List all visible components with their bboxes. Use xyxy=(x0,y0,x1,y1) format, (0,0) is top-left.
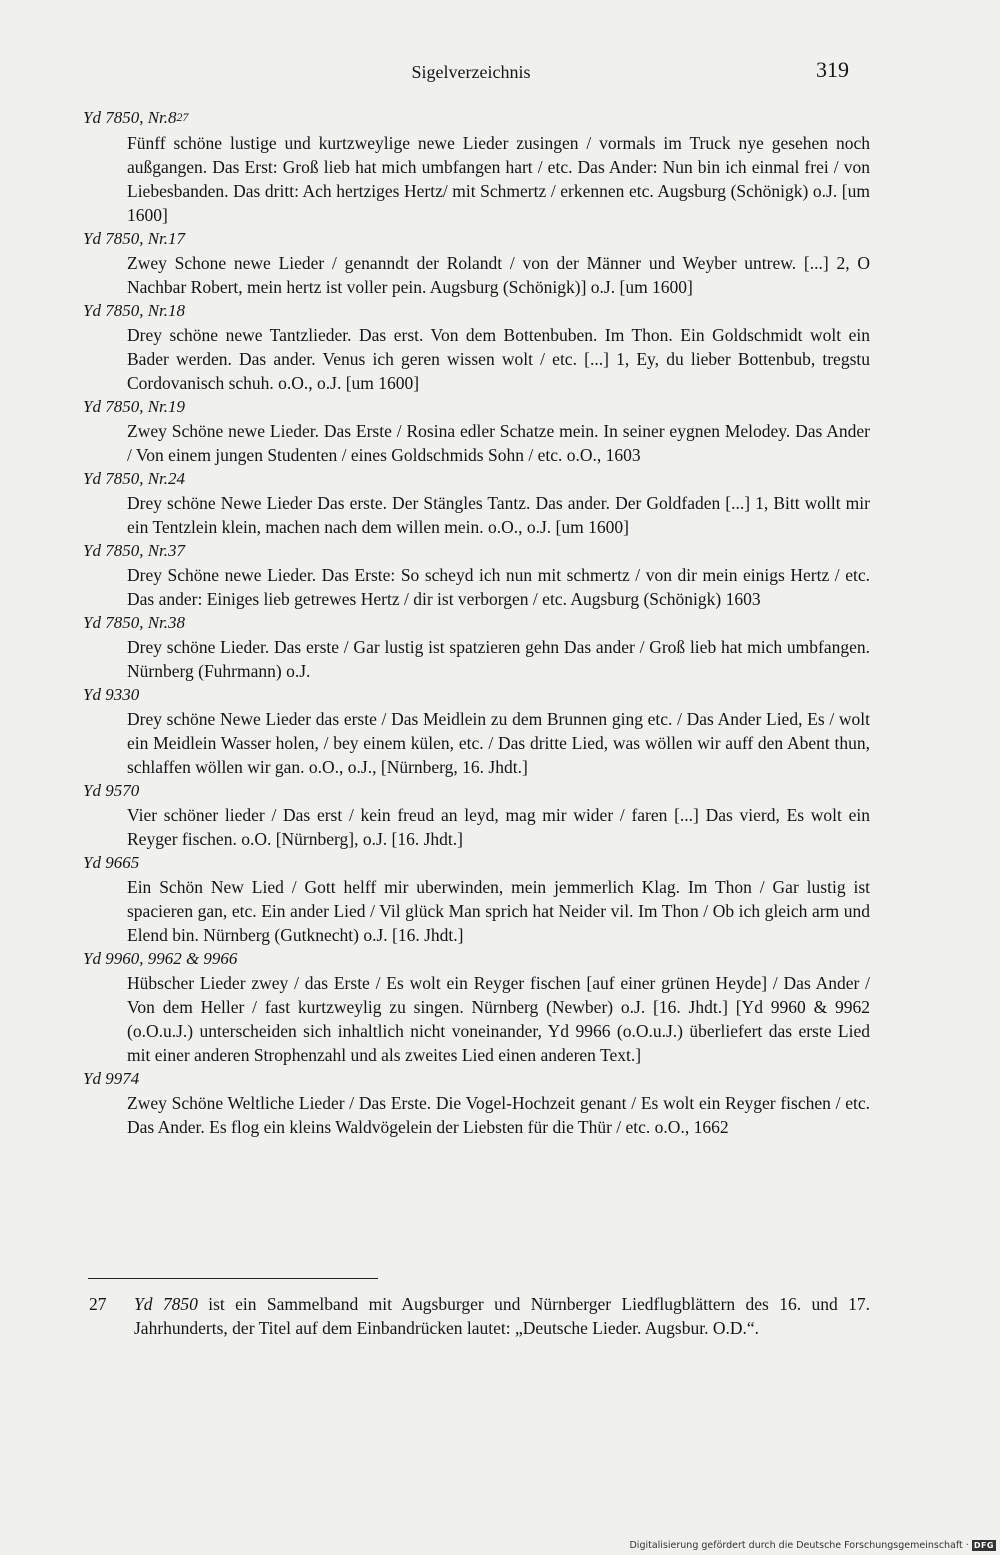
entry-description: Drey Schöne newe Lieder. Das Erste: So scheyd ich nun mit schmertz / von dir mein einigs Hertz / etc. Das ander: Einiges lieb getrewes Hertz / dir ist verborgen / etc. Augsburg (Schönigk) 1603 xyxy=(127,565,870,609)
siglum: Yd 9974 xyxy=(83,1069,140,1088)
footnote-siglum: Yd 7850 xyxy=(134,1294,198,1314)
siglum: Yd 7850, Nr.17 xyxy=(83,229,186,248)
list-item xyxy=(80,467,870,539)
footnote-ref[interactable]: 27 xyxy=(176,110,189,124)
list-item xyxy=(80,299,870,395)
siglum: Yd 7850, Nr.18 xyxy=(83,301,186,320)
siglum: Yd 7850, Nr.19 xyxy=(83,397,186,416)
siglum: Yd 9960, 9962 & 9966 xyxy=(83,949,238,968)
list-item xyxy=(80,1067,870,1139)
footnote xyxy=(89,1292,870,1340)
footnote-body: ist ein Sammelband mit Augsburger und Nürnberger Liedflugblättern des 16. und 17. Jahrhunderts, der Titel auf dem Einbandrücken lautet: „Deutsche Lieder. Augsbur. O.D.“. xyxy=(134,1294,871,1338)
footnote-text xyxy=(134,1292,870,1340)
entry-description: Hübscher Lieder zwey / das Erste / Es wolt ein Reyger fischen [auf einer grünen Heyde] / Das Ander / Von dem Heller / fast kurtzweylig zu singen. Nürnberg (Newber) o.J. [16. Jhdt.] [Yd 9960 & 9962 (o.O.u.J.) unterscheiden sich inhaltlich nicht voneinander, Yd 9966 (o.O.u.J.) überliefert das erste Lied mit einer anderen Strophenzahl und als zweites Lied einen anderen Text.] xyxy=(127,973,870,1065)
siglum: Yd 7850, Nr.37 xyxy=(83,541,186,560)
entry-description: Drey schöne newe Tantzlieder. Das erst. Von dem Bottenbuben. Im Thon. Ein Goldschmidt wolt ein Bader werden. Das ander. Venus ich geren wissen wolt / etc. [...] 1, Ey, du lieber Bottenbub, tregstu Cordovanisch schuh. o.O., o.J. [um 1600] xyxy=(127,325,870,393)
siglum-list xyxy=(80,106,870,1139)
digitization-credit xyxy=(629,1540,996,1551)
siglum: Yd 9665 xyxy=(83,853,140,872)
footnote-divider xyxy=(88,1278,378,1279)
entry-description: Fünff schöne lustige und kurtzweylige newe Lieder zusingen / vormals im Truck nye gesehen noch außgangen. Das Erst: Groß lieb hat mich umbfangen hart / etc. Das Ander: Nun bin ich einmal frei / von Liebesbanden. Das dritt: Ach hertziges Hertz/ mit Schmertz / erkennen etc. Augsburg (Schönigk) o.J. [um 1600] xyxy=(127,133,870,225)
entry-description: Zwey Schöne newe Lieder. Das Erste / Rosina edler Schatze mein. In seiner eygnen Melodey. Das Ander / Von einem jungen Studenten / eines Goldschmids Sohn / etc. o.O., 1603 xyxy=(127,421,870,465)
list-item xyxy=(80,611,870,683)
entry-description: Vier schöner lieder / Das erst / kein freud an leyd, mag mir wider / faren [...] Das vierd, Es wolt ein Reyger fischen. o.O. [Nürnberg], o.J. [16. Jhdt.] xyxy=(127,805,870,849)
siglum: Yd 9570 xyxy=(83,781,140,800)
entry-description: Drey schöne Lieder. Das erste / Gar lustig ist spatzieren gehn Das ander / Groß lieb hat mich umbfangen. Nürnberg (Fuhrmann) o.J. xyxy=(127,637,870,681)
entry-description: Zwey Schone newe Lieder / genanndt der Rolandt / von der Männer und Weyber untrew. [...] 2, O Nachbar Robert, mein hertz ist voller pein. Augsburg (Schönigk)] o.J. [um 1600] xyxy=(127,253,870,297)
siglum: Yd 9330 xyxy=(83,685,140,704)
siglum: Yd 7850, Nr.24 xyxy=(83,469,186,488)
list-item xyxy=(80,779,870,851)
dfg-logo-icon: DFG xyxy=(973,1541,994,1550)
list-item xyxy=(80,227,870,299)
entry-description: Zwey Schöne Weltliche Lieder / Das Erste. Die Vogel-Hochzeit genant / Es wolt ein Reyger fischen / etc. Das Ander. Es flog ein kleins Waldvögelein der Liebsten für die Thür / etc. o.O., 1662 xyxy=(127,1093,870,1137)
list-item xyxy=(80,106,870,227)
siglum: Yd 7850, Nr.38 xyxy=(83,613,186,632)
list-item xyxy=(80,851,870,947)
siglum-text: Yd 7850, Nr.8 xyxy=(83,108,177,127)
entry-description: Drey schöne Newe Lieder das erste / Das Meidlein zu dem Brunnen ging etc. / Das Ander Lied, Es / wolt ein Meidlein Wasser holen, / bey einem külen, etc. / Das dritte Lied, was wöllen wir auff den Abent thun, schlaffen wöllen wir gan. o.O., o.J., [Nürnberg, 16. Jhdt.] xyxy=(127,709,870,777)
entry-description: Drey schöne Newe Lieder Das erste. Der Stängles Tantz. Das ander. Der Goldfaden [...] 1, Bitt wollt mir ein Tentzlein klein, machen nach dem willen mein. o.O., o.J. [um 1600] xyxy=(127,493,870,537)
running-head: Sigelverzeichnis xyxy=(411,62,531,82)
list-item xyxy=(80,395,870,467)
list-item xyxy=(80,683,870,779)
entry-description: Ein Schön New Lied / Gott helff mir uberwinden, mein jemmerlich Klag. Im Thon / Gar lustig ist spacieren gan, etc. Ein ander Lied / Vil glück Man sprich hat Neider vil. Im Thon / Ob ich gleich arm und Elend bin. Nürnberg (Gutknecht) o.J. [16. Jhdt.] xyxy=(127,877,870,945)
page-number: 319 xyxy=(816,57,849,82)
list-item xyxy=(80,947,870,1067)
siglum xyxy=(80,106,870,131)
credit-text: Digitalisierung gefördert durch die Deutsche Forschungsgemeinschaft · xyxy=(629,1540,969,1551)
footnote-number: 27 xyxy=(89,1294,107,1314)
list-item xyxy=(80,539,870,611)
